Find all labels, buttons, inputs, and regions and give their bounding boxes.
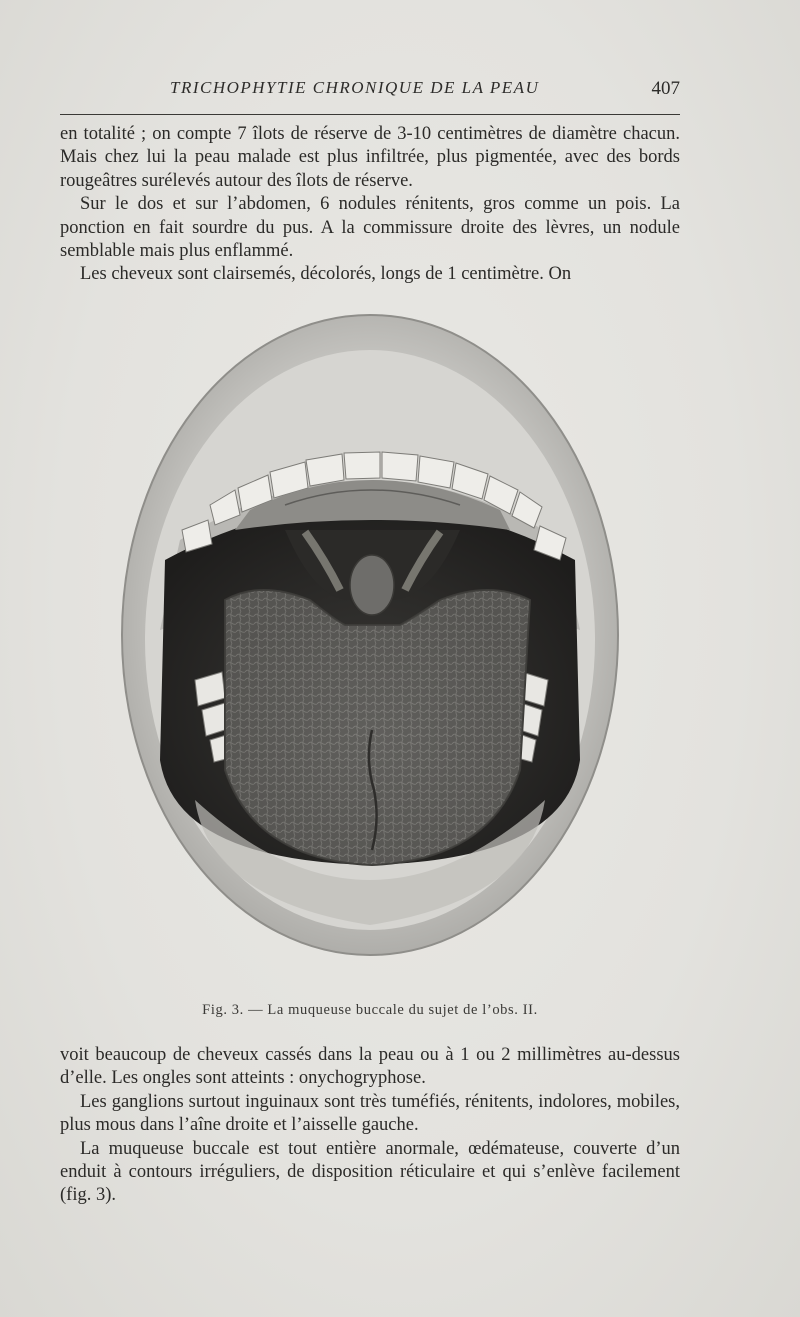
page-header bbox=[60, 78, 680, 108]
paragraph: Les cheveux sont clairsemés, décolorés, longs de 1 centimètre. On bbox=[80, 264, 572, 285]
figure-illustration bbox=[110, 300, 630, 990]
body-text-top bbox=[60, 123, 680, 287]
running-title: TRICHOPHYTIE CHRONIQUE DE LA PEAU bbox=[170, 78, 540, 97]
mouth-illustration bbox=[110, 300, 630, 990]
figure-caption: Fig. 3. — La muqueuse buccale du sujet de l’obs. II. bbox=[202, 1002, 538, 1018]
paragraph: voit beaucoup de cheveux cassés dans la peau ou à 1 ou 2 millimètres au-dessus d’elle. Les ongles sont atteints : onychogryphose. bbox=[60, 1045, 680, 1089]
paragraph: Sur le dos et sur l’abdomen, 6 nodules rénitents, gros comme un pois. La ponction en fait sourdre du pus. A la commissure droite des lèvres, un nodule semblable mais plus enflammé. bbox=[60, 194, 680, 262]
header-rule bbox=[60, 114, 680, 115]
paragraph: Les ganglions surtout inguinaux sont très tuméfiés, rénitents, indolores, mobiles, plus mous dans l’aîne droite et l’aisselle gauche. bbox=[60, 1091, 680, 1136]
body-text-bottom bbox=[60, 1044, 680, 1208]
page-number: 407 bbox=[651, 78, 680, 99]
paragraph: en totalité ; on compte 7 îlots de réserve de 3-10 centimètres de diamètre chacun. Mais chez lui la peau malade est plus infiltrée, plus pigmentée, avec des bords rougeâtres surélevés autour des îlots de réserve. bbox=[60, 124, 680, 191]
paragraph: La muqueuse buccale est tout entière anormale, œdémateuse, couverte d’un enduit à contours irréguliers, de disposition réticulaire et qui s’enlève facilement (fig. 3). bbox=[60, 1138, 680, 1206]
